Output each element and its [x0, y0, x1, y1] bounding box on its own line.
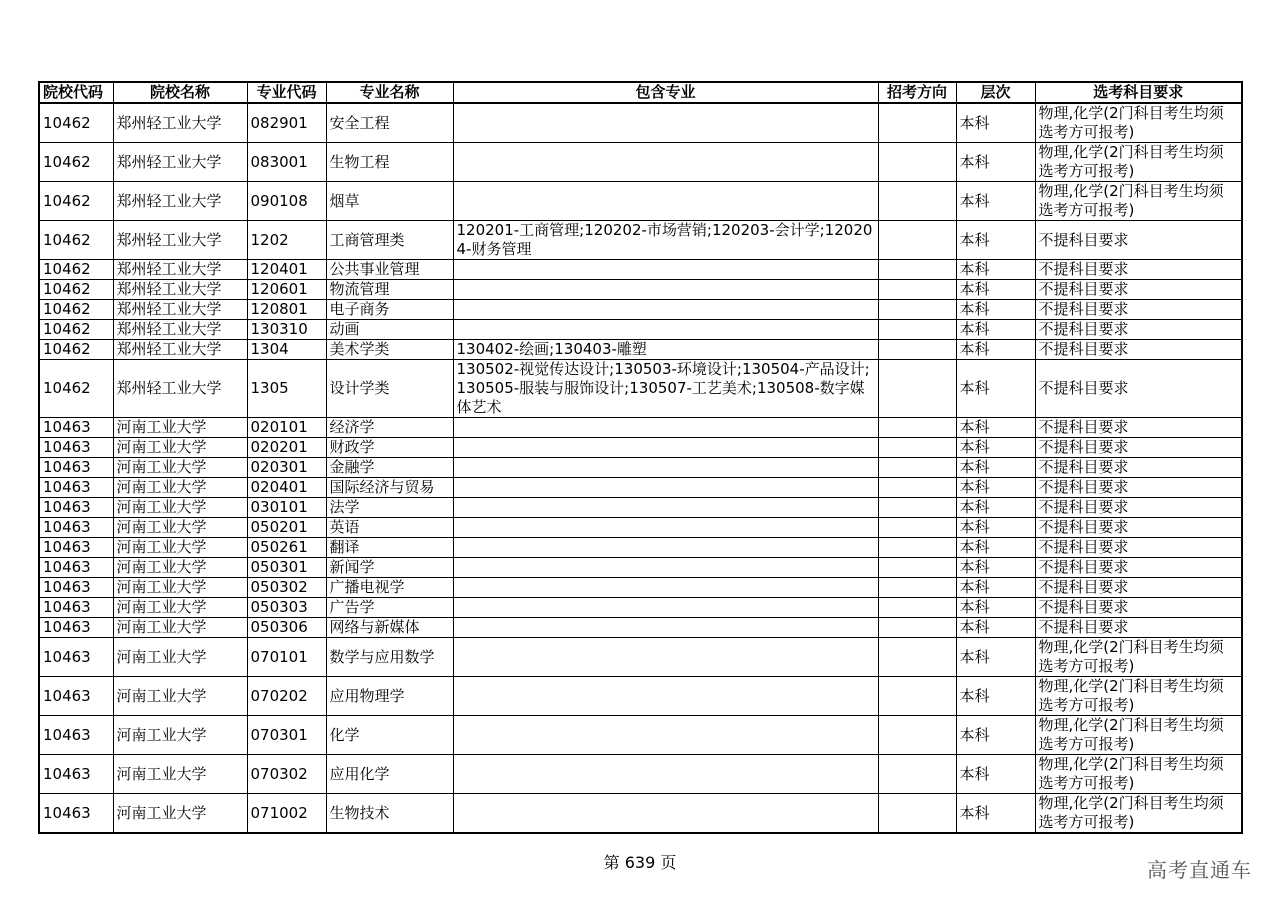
table-row [39, 498, 1242, 518]
cell-major-name: 法学 [326, 498, 453, 518]
cell-school-code: 10463 [39, 498, 113, 518]
cell-major-name: 美术学类 [326, 340, 453, 360]
cell-school-code: 10463 [39, 418, 113, 438]
header-direction: 招考方向 [878, 82, 956, 103]
table-row [39, 260, 1242, 280]
table-row [39, 280, 1242, 300]
cell-included-majors: 120201-工商管理;120202-市场营销;120203-会计学;120204-财务管理 [453, 221, 878, 260]
cell-major-name: 经济学 [326, 418, 453, 438]
cell-subject-requirement: 不提科目要求 [1035, 578, 1242, 598]
table-row [39, 438, 1242, 458]
table-row [39, 340, 1242, 360]
cell-major-code: 083001 [247, 143, 326, 182]
cell-included-majors [453, 458, 878, 478]
header-school-name: 院校名称 [113, 82, 247, 103]
cell-major-code: 1305 [247, 360, 326, 418]
cell-major-code: 070302 [247, 755, 326, 794]
cell-major-name: 物流管理 [326, 280, 453, 300]
cell-subject-requirement: 不提科目要求 [1035, 280, 1242, 300]
cell-direction [878, 458, 956, 478]
header-subject-requirement: 选考科目要求 [1035, 82, 1242, 103]
cell-school-code: 10462 [39, 143, 113, 182]
table-row [39, 755, 1242, 794]
table-row [39, 638, 1242, 677]
cell-subject-requirement: 不提科目要求 [1035, 458, 1242, 478]
cell-included-majors [453, 618, 878, 638]
cell-school-code: 10463 [39, 438, 113, 458]
cell-major-name: 安全工程 [326, 103, 453, 143]
cell-major-name: 工商管理类 [326, 221, 453, 260]
cell-level: 本科 [956, 638, 1035, 677]
cell-school-code: 10463 [39, 716, 113, 755]
table-row [39, 300, 1242, 320]
cell-school-code: 10462 [39, 340, 113, 360]
cell-major-code: 070101 [247, 638, 326, 677]
cell-school-code: 10463 [39, 478, 113, 498]
cell-included-majors [453, 755, 878, 794]
cell-included-majors [453, 320, 878, 340]
cell-major-code: 070301 [247, 716, 326, 755]
cell-included-majors [453, 478, 878, 498]
cell-level: 本科 [956, 458, 1035, 478]
cell-school-code: 10463 [39, 578, 113, 598]
cell-level: 本科 [956, 538, 1035, 558]
cell-school-name: 郑州轻工业大学 [113, 182, 247, 221]
cell-subject-requirement: 不提科目要求 [1035, 438, 1242, 458]
cell-school-name: 郑州轻工业大学 [113, 103, 247, 143]
cell-direction [878, 755, 956, 794]
cell-school-name: 河南工业大学 [113, 458, 247, 478]
cell-major-name: 设计学类 [326, 360, 453, 418]
cell-school-name: 河南工业大学 [113, 478, 247, 498]
major-requirements-table [38, 81, 1243, 834]
cell-subject-requirement: 物理,化学(2门科目考生均须选考方可报考) [1035, 103, 1242, 143]
cell-level: 本科 [956, 280, 1035, 300]
cell-included-majors [453, 143, 878, 182]
header-included-majors: 包含专业 [453, 82, 878, 103]
cell-school-code: 10463 [39, 538, 113, 558]
cell-major-name: 应用化学 [326, 755, 453, 794]
cell-school-code: 10463 [39, 794, 113, 834]
cell-subject-requirement: 不提科目要求 [1035, 598, 1242, 618]
cell-major-name: 烟草 [326, 182, 453, 221]
cell-major-name: 国际经济与贸易 [326, 478, 453, 498]
cell-school-code: 10462 [39, 182, 113, 221]
cell-direction [878, 618, 956, 638]
cell-school-name: 河南工业大学 [113, 677, 247, 716]
cell-school-name: 郑州轻工业大学 [113, 143, 247, 182]
cell-subject-requirement: 物理,化学(2门科目考生均须选考方可报考) [1035, 716, 1242, 755]
cell-school-code: 10462 [39, 260, 113, 280]
cell-included-majors: 130402-绘画;130403-雕塑 [453, 340, 878, 360]
cell-included-majors [453, 103, 878, 143]
cell-subject-requirement: 不提科目要求 [1035, 340, 1242, 360]
cell-major-code: 050201 [247, 518, 326, 538]
cell-school-code: 10463 [39, 558, 113, 578]
cell-level: 本科 [956, 518, 1035, 538]
cell-school-name: 河南工业大学 [113, 558, 247, 578]
cell-school-name: 河南工业大学 [113, 578, 247, 598]
cell-major-code: 050306 [247, 618, 326, 638]
cell-included-majors [453, 794, 878, 834]
cell-subject-requirement: 不提科目要求 [1035, 618, 1242, 638]
cell-direction [878, 578, 956, 598]
cell-direction [878, 598, 956, 618]
cell-included-majors [453, 438, 878, 458]
cell-major-code: 050303 [247, 598, 326, 618]
cell-major-name: 公共事业管理 [326, 260, 453, 280]
cell-level: 本科 [956, 478, 1035, 498]
cell-level: 本科 [956, 677, 1035, 716]
cell-school-code: 10463 [39, 755, 113, 794]
cell-school-name: 郑州轻工业大学 [113, 300, 247, 320]
cell-school-code: 10463 [39, 458, 113, 478]
cell-school-name: 河南工业大学 [113, 598, 247, 618]
cell-major-code: 020301 [247, 458, 326, 478]
cell-direction [878, 221, 956, 260]
cell-school-name: 河南工业大学 [113, 618, 247, 638]
cell-direction [878, 538, 956, 558]
cell-major-name: 广播电视学 [326, 578, 453, 598]
cell-school-name: 河南工业大学 [113, 438, 247, 458]
cell-major-code: 120401 [247, 260, 326, 280]
cell-school-name: 河南工业大学 [113, 755, 247, 794]
cell-subject-requirement: 物理,化学(2门科目考生均须选考方可报考) [1035, 794, 1242, 834]
cell-major-name: 数学与应用数学 [326, 638, 453, 677]
cell-major-code: 020201 [247, 438, 326, 458]
cell-level: 本科 [956, 498, 1035, 518]
cell-major-code: 020401 [247, 478, 326, 498]
cell-major-code: 082901 [247, 103, 326, 143]
cell-major-name: 网络与新媒体 [326, 618, 453, 638]
cell-major-name: 动画 [326, 320, 453, 340]
table-row [39, 578, 1242, 598]
cell-major-name: 生物工程 [326, 143, 453, 182]
cell-major-name: 金融学 [326, 458, 453, 478]
cell-subject-requirement: 不提科目要求 [1035, 260, 1242, 280]
table-row [39, 182, 1242, 221]
cell-level: 本科 [956, 143, 1035, 182]
cell-school-name: 郑州轻工业大学 [113, 320, 247, 340]
cell-subject-requirement: 不提科目要求 [1035, 418, 1242, 438]
cell-direction [878, 103, 956, 143]
table-row [39, 143, 1242, 182]
cell-level: 本科 [956, 221, 1035, 260]
cell-school-code: 10463 [39, 677, 113, 716]
table-row [39, 518, 1242, 538]
cell-direction [878, 143, 956, 182]
cell-direction [878, 360, 956, 418]
header-major-code: 专业代码 [247, 82, 326, 103]
cell-major-code: 030101 [247, 498, 326, 518]
cell-major-code: 050261 [247, 538, 326, 558]
cell-direction [878, 478, 956, 498]
cell-direction [878, 182, 956, 221]
cell-included-majors [453, 300, 878, 320]
cell-direction [878, 260, 956, 280]
table-header-row [39, 82, 1242, 103]
table-row [39, 360, 1242, 418]
cell-direction [878, 498, 956, 518]
cell-included-majors [453, 677, 878, 716]
cell-direction [878, 677, 956, 716]
cell-included-majors [453, 598, 878, 618]
table-row [39, 794, 1242, 834]
cell-level: 本科 [956, 794, 1035, 834]
cell-school-name: 郑州轻工业大学 [113, 280, 247, 300]
cell-level: 本科 [956, 300, 1035, 320]
cell-direction [878, 794, 956, 834]
cell-school-name: 河南工业大学 [113, 716, 247, 755]
cell-school-code: 10463 [39, 518, 113, 538]
cell-included-majors [453, 418, 878, 438]
cell-school-code: 10462 [39, 280, 113, 300]
header-major-name: 专业名称 [326, 82, 453, 103]
cell-major-code: 090108 [247, 182, 326, 221]
cell-direction [878, 280, 956, 300]
cell-major-name: 化学 [326, 716, 453, 755]
table-row [39, 418, 1242, 438]
cell-direction [878, 638, 956, 677]
cell-subject-requirement: 不提科目要求 [1035, 478, 1242, 498]
table-row [39, 716, 1242, 755]
cell-school-name: 河南工业大学 [113, 538, 247, 558]
table-row [39, 478, 1242, 498]
cell-school-name: 河南工业大学 [113, 638, 247, 677]
cell-school-code: 10462 [39, 221, 113, 260]
cell-major-code: 070202 [247, 677, 326, 716]
cell-school-name: 河南工业大学 [113, 518, 247, 538]
cell-direction [878, 300, 956, 320]
cell-school-name: 河南工业大学 [113, 498, 247, 518]
cell-direction [878, 418, 956, 438]
cell-included-majors [453, 716, 878, 755]
cell-level: 本科 [956, 755, 1035, 794]
cell-level: 本科 [956, 182, 1035, 221]
cell-level: 本科 [956, 618, 1035, 638]
cell-school-code: 10463 [39, 618, 113, 638]
cell-major-name: 翻译 [326, 538, 453, 558]
cell-included-majors [453, 578, 878, 598]
cell-school-name: 郑州轻工业大学 [113, 221, 247, 260]
cell-subject-requirement: 物理,化学(2门科目考生均须选考方可报考) [1035, 143, 1242, 182]
cell-included-majors [453, 498, 878, 518]
cell-major-name: 英语 [326, 518, 453, 538]
cell-school-name: 河南工业大学 [113, 418, 247, 438]
header-school-code: 院校代码 [39, 82, 113, 103]
table-row [39, 538, 1242, 558]
cell-subject-requirement: 不提科目要求 [1035, 300, 1242, 320]
cell-major-name: 生物技术 [326, 794, 453, 834]
cell-level: 本科 [956, 558, 1035, 578]
cell-school-code: 10463 [39, 638, 113, 677]
cell-subject-requirement: 物理,化学(2门科目考生均须选考方可报考) [1035, 638, 1242, 677]
cell-major-code: 120601 [247, 280, 326, 300]
table-row [39, 598, 1242, 618]
cell-major-code: 1304 [247, 340, 326, 360]
table-row [39, 103, 1242, 143]
cell-subject-requirement: 不提科目要求 [1035, 518, 1242, 538]
cell-subject-requirement: 物理,化学(2门科目考生均须选考方可报考) [1035, 677, 1242, 716]
cell-included-majors: 130502-视觉传达设计;130503-环境设计;130504-产品设计;130505-服装与服饰设计;130507-工艺美术;130508-数字媒体艺术 [453, 360, 878, 418]
cell-school-code: 10462 [39, 103, 113, 143]
cell-major-code: 050301 [247, 558, 326, 578]
cell-direction [878, 716, 956, 755]
cell-school-code: 10462 [39, 360, 113, 418]
table-row [39, 618, 1242, 638]
watermark-text: 高考直通车 [1147, 858, 1252, 882]
table-row [39, 221, 1242, 260]
cell-school-code: 10462 [39, 300, 113, 320]
cell-direction [878, 340, 956, 360]
cell-school-code: 10462 [39, 320, 113, 340]
cell-school-name: 郑州轻工业大学 [113, 360, 247, 418]
cell-level: 本科 [956, 360, 1035, 418]
cell-subject-requirement: 不提科目要求 [1035, 360, 1242, 418]
cell-level: 本科 [956, 716, 1035, 755]
cell-level: 本科 [956, 320, 1035, 340]
cell-included-majors [453, 518, 878, 538]
cell-school-name: 河南工业大学 [113, 794, 247, 834]
cell-level: 本科 [956, 418, 1035, 438]
cell-subject-requirement: 不提科目要求 [1035, 498, 1242, 518]
cell-subject-requirement: 物理,化学(2门科目考生均须选考方可报考) [1035, 755, 1242, 794]
cell-school-name: 郑州轻工业大学 [113, 340, 247, 360]
table-row [39, 320, 1242, 340]
cell-subject-requirement: 物理,化学(2门科目考生均须选考方可报考) [1035, 182, 1242, 221]
cell-major-name: 电子商务 [326, 300, 453, 320]
page-number: 第 639 页 [603, 853, 677, 872]
cell-major-code: 120801 [247, 300, 326, 320]
cell-major-code: 071002 [247, 794, 326, 834]
cell-direction [878, 438, 956, 458]
cell-subject-requirement: 不提科目要求 [1035, 221, 1242, 260]
cell-subject-requirement: 不提科目要求 [1035, 320, 1242, 340]
cell-included-majors [453, 182, 878, 221]
header-level: 层次 [956, 82, 1035, 103]
cell-included-majors [453, 638, 878, 677]
cell-subject-requirement: 不提科目要求 [1035, 558, 1242, 578]
cell-level: 本科 [956, 340, 1035, 360]
cell-direction [878, 320, 956, 340]
cell-included-majors [453, 260, 878, 280]
cell-subject-requirement: 不提科目要求 [1035, 538, 1242, 558]
table-row [39, 558, 1242, 578]
cell-school-code: 10463 [39, 598, 113, 618]
cell-level: 本科 [956, 578, 1035, 598]
cell-major-name: 新闻学 [326, 558, 453, 578]
cell-direction [878, 518, 956, 538]
cell-school-name: 郑州轻工业大学 [113, 260, 247, 280]
table-row [39, 458, 1242, 478]
cell-major-code: 1202 [247, 221, 326, 260]
cell-level: 本科 [956, 103, 1035, 143]
cell-level: 本科 [956, 260, 1035, 280]
cell-major-name: 应用物理学 [326, 677, 453, 716]
cell-major-code: 020101 [247, 418, 326, 438]
cell-major-code: 130310 [247, 320, 326, 340]
cell-included-majors [453, 538, 878, 558]
cell-major-name: 财政学 [326, 438, 453, 458]
cell-included-majors [453, 558, 878, 578]
cell-level: 本科 [956, 598, 1035, 618]
table-row [39, 677, 1242, 716]
cell-included-majors [453, 280, 878, 300]
cell-level: 本科 [956, 438, 1035, 458]
cell-direction [878, 558, 956, 578]
table-body [39, 103, 1242, 833]
cell-major-name: 广告学 [326, 598, 453, 618]
cell-major-code: 050302 [247, 578, 326, 598]
